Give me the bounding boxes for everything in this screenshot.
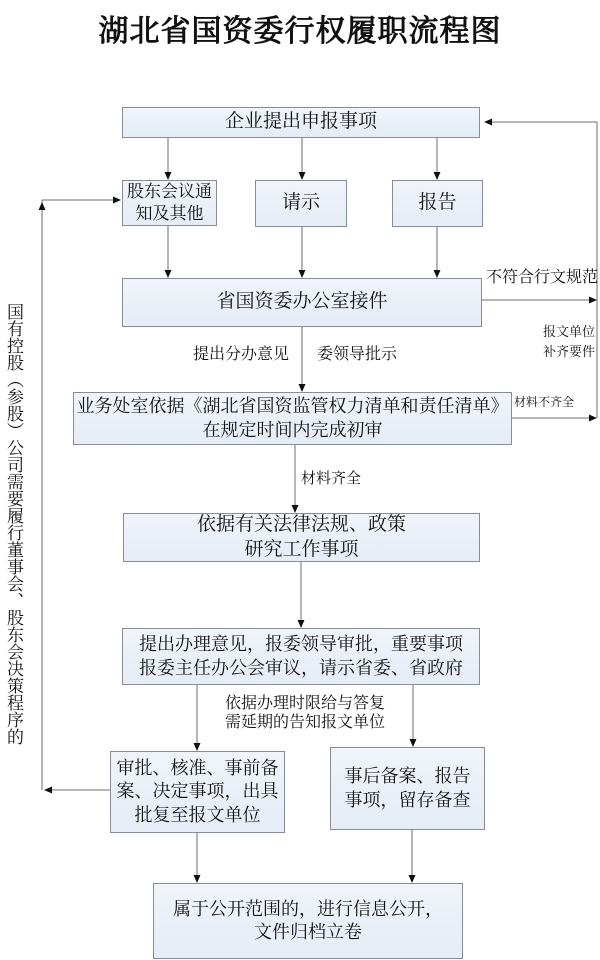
label-resubmit-materials: 补齐要件 xyxy=(543,344,596,359)
node-research xyxy=(123,513,480,562)
node-line: 在规定时间内完成初审 xyxy=(202,419,383,440)
node-publish-archive xyxy=(153,883,463,959)
node-line: 股东会议通 xyxy=(127,181,212,201)
label-nonstandard: 不符合行文规范 xyxy=(486,269,599,286)
node-office-receive xyxy=(122,278,482,327)
node-line: 报委主任办公会审议，请示省委、省政府 xyxy=(139,657,463,678)
page-title: 湖北省国资委行权履职流程图 xyxy=(98,15,502,48)
arrowhead-left xyxy=(44,787,52,794)
node-initial-review xyxy=(73,392,512,445)
arrowhead-down xyxy=(299,384,306,392)
arrowhead-left xyxy=(484,119,492,126)
arrowhead-right xyxy=(113,197,121,204)
arrowhead-down xyxy=(194,743,201,751)
node-line: 请示 xyxy=(281,192,320,214)
arrowhead-down xyxy=(194,875,201,883)
node-line: 省国资委办公室接件 xyxy=(216,291,388,313)
node-report xyxy=(392,180,483,227)
node-line: 案、决定事项，出具 xyxy=(116,781,279,802)
node-approve-reply xyxy=(110,751,285,833)
label-resubmit-unit: 报文单位 xyxy=(543,324,596,339)
node-line: 属于公开范围的，进行信息公开， xyxy=(173,898,443,919)
node-request xyxy=(255,180,347,227)
node-after-record xyxy=(330,747,485,830)
arrowhead-down xyxy=(298,620,305,628)
label-deadline-reply: 依据办理时限给与答复 xyxy=(225,695,386,712)
node-line: 文件归档立卷 xyxy=(254,922,362,942)
node-line: 事后备案、报告 xyxy=(344,766,471,787)
arrowhead-down xyxy=(299,270,306,278)
arrowhead-down xyxy=(409,875,416,883)
node-line: 报告 xyxy=(418,192,457,214)
arrowhead-right xyxy=(589,297,597,304)
arrowhead-down xyxy=(410,739,417,747)
arrowhead-right xyxy=(589,415,597,422)
node-shareholder-notice xyxy=(122,180,217,226)
node-line: 依据有关法律法规、政策 xyxy=(196,513,406,535)
node-line: 提出办理意见，报委领导审批，重要事项 xyxy=(139,634,463,655)
node-line: 研究工作事项 xyxy=(244,538,359,560)
label-assign-opinion: 提出分办意见 xyxy=(193,346,290,363)
arrowhead-up xyxy=(39,202,46,210)
node-line: 业务处室依据《湖北省国资监管权力清单和责任清单》 xyxy=(76,396,509,417)
node-handle-opinion xyxy=(122,628,480,685)
arrowhead-down xyxy=(434,270,441,278)
node-line: 知及其他 xyxy=(135,204,204,223)
arrowhead-down xyxy=(165,172,172,180)
arrowhead-down xyxy=(434,172,441,180)
node-line: 事项，留存备查 xyxy=(344,789,471,810)
node-apply xyxy=(122,107,480,138)
label-material-complete: 材料齐全 xyxy=(301,471,362,487)
label-deadline-notify: 需延期的告知报文单位 xyxy=(225,714,386,731)
side-note-vertical: 国有控股（参股）公司需要履行董事会、股东会决策程序的 xyxy=(4,303,23,745)
label-leader-instruction: 委领导批示 xyxy=(317,346,398,363)
arrowhead-down xyxy=(299,172,306,180)
node-line: 审批、核准、事前备 xyxy=(116,757,279,778)
label-material-incomplete: 材料不齐全 xyxy=(514,395,575,409)
arrowhead-down xyxy=(292,505,299,513)
node-line: 企业提出申报事项 xyxy=(224,111,377,133)
node-line: 批复至报文单位 xyxy=(134,804,261,825)
arrowhead-down xyxy=(165,270,172,278)
